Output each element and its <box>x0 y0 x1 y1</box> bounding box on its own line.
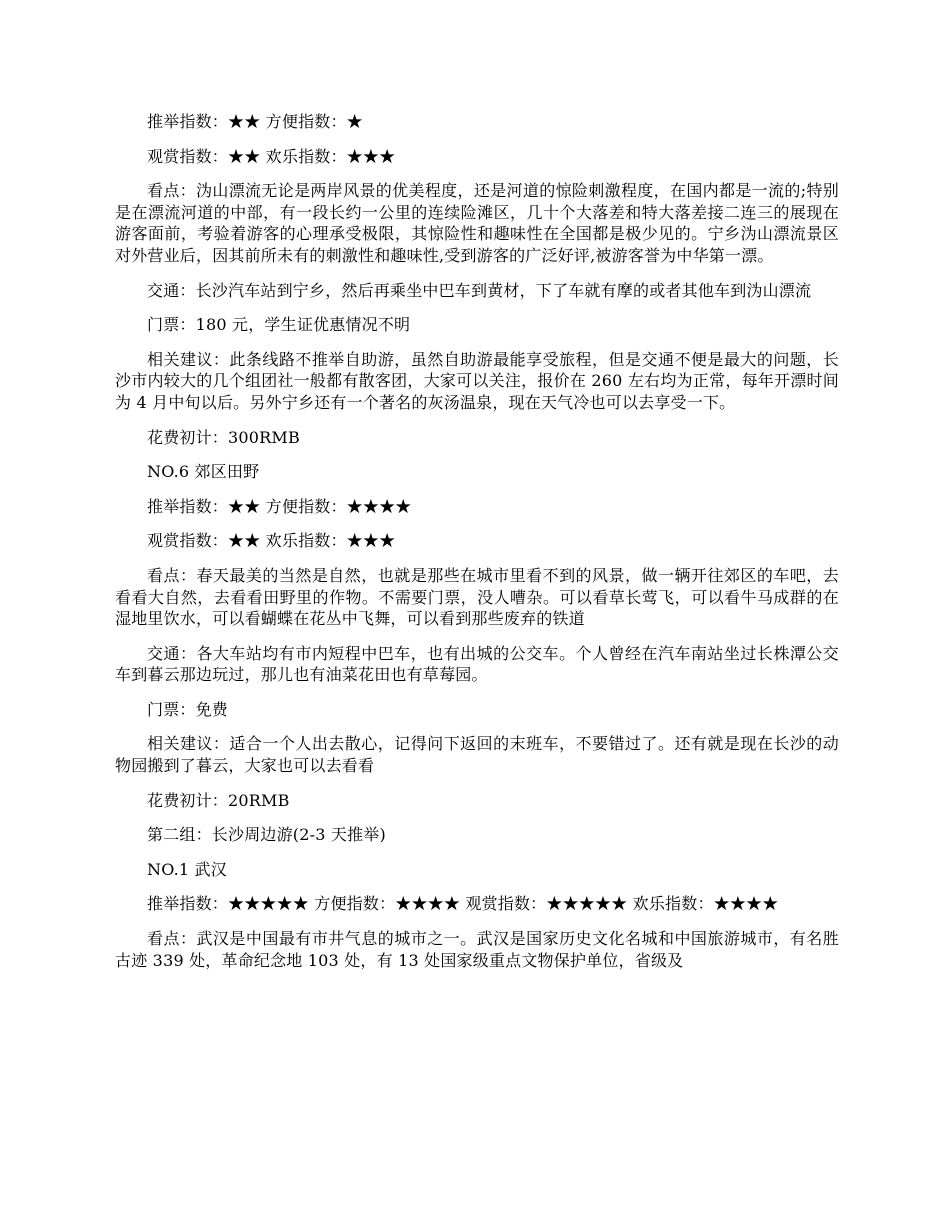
group-heading: 第二组：长沙周边游(2-3 天推举) <box>147 825 386 845</box>
advice-paragraph: 相关建议：此条线路不推举自助游，虽然自助游最能享受旅程，但是交通不便是最大的问题，长沙市内较大的几个组团社一般都有散客团，大家可以关注，报价在 260 左右均为正常，每年开漂时间为 4 月中旬以后。另外宁乡还有一个著名的灰汤温泉，现在天气冷也可以去享受一下。 <box>115 349 839 412</box>
rating-line: 观赏指数：★★ 欢乐指数：★★★ <box>147 146 396 166</box>
transport-paragraph: 交通：长沙汽车站到宁乡，然后再乘坐中巴车到黄材，下了车就有摩的或者其他车到沩山漂流 <box>147 280 812 300</box>
advice-paragraph: 相关建议：适合一个人出去散心，记得问下返回的末班车，不要错过了。还有就是现在长沙的动物园搬到了暮云，大家也可以去看看 <box>115 734 839 776</box>
highlights-paragraph: 看点：沩山漂流无论是两岸风景的优美程度，还是河道的惊险刺激程度，在国内都是一流的;特别是在漂流河道的中部，有一段长约一公里的连续险滩区，几十个大落差和特大落差接二连三的展现在游客面前，考验着游客的心理承受极限，其惊险性和趣味性在全国都是极少见的。宁乡沩山漂流景区对外营业后，因其前所未有的刺激性和趣味性,受到游客的广泛好评,被游客誉为中华第一漂。 <box>115 181 839 265</box>
ticket-paragraph: 门票：免费 <box>147 699 229 719</box>
document-body <box>115 111 839 984</box>
cost-paragraph: 花费初计：20RMB <box>147 790 290 810</box>
section-heading: NO.6 郊区田野 <box>147 462 260 482</box>
transport-paragraph: 交通：各大车站均有市内短程中巴车，也有出城的公交车。个人曾经在汽车南站坐过长株潭公交车到暮云那边玩过，那儿也有油菜花田也有草莓园。 <box>115 643 839 685</box>
rating-line: 推举指数：★★ 方便指数：★ <box>147 112 363 131</box>
rating-line: 推举指数：★★ 方便指数：★★★★ <box>147 496 412 516</box>
highlights-paragraph: 看点：武汉是中国最有市井气息的城市之一。武汉是国家历史文化名城和中国旅游城市，有名胜古迹 339 处，革命纪念地 103 处，有 13 处国家级重点文物保护单位，省级及 <box>115 929 839 970</box>
highlights-paragraph: 看点：春天最美的当然是自然，也就是那些在城市里看不到的风景，做一辆开往郊区的车吧，去看看大自然，去看看田野里的作物。不需要门票，没人嘈杂。可以看草长莺飞，可以看牛马成群的在湿地里饮水，可以看蝴蝶在花丛中飞舞，可以看到那些废弃的铁道 <box>115 565 839 629</box>
rating-line: 推举指数：★★★★★ 方便指数：★★★★ 观赏指数：★★★★★ 欢乐指数：★★★★ <box>147 894 779 914</box>
ticket-paragraph: 门票：180 元，学生证优惠情况不明 <box>147 315 411 335</box>
section-heading: NO.1 武汉 <box>147 859 227 879</box>
rating-line: 观赏指数：★★ 欢乐指数：★★★ <box>147 531 396 551</box>
cost-paragraph: 花费初计：300RMB <box>147 427 300 447</box>
